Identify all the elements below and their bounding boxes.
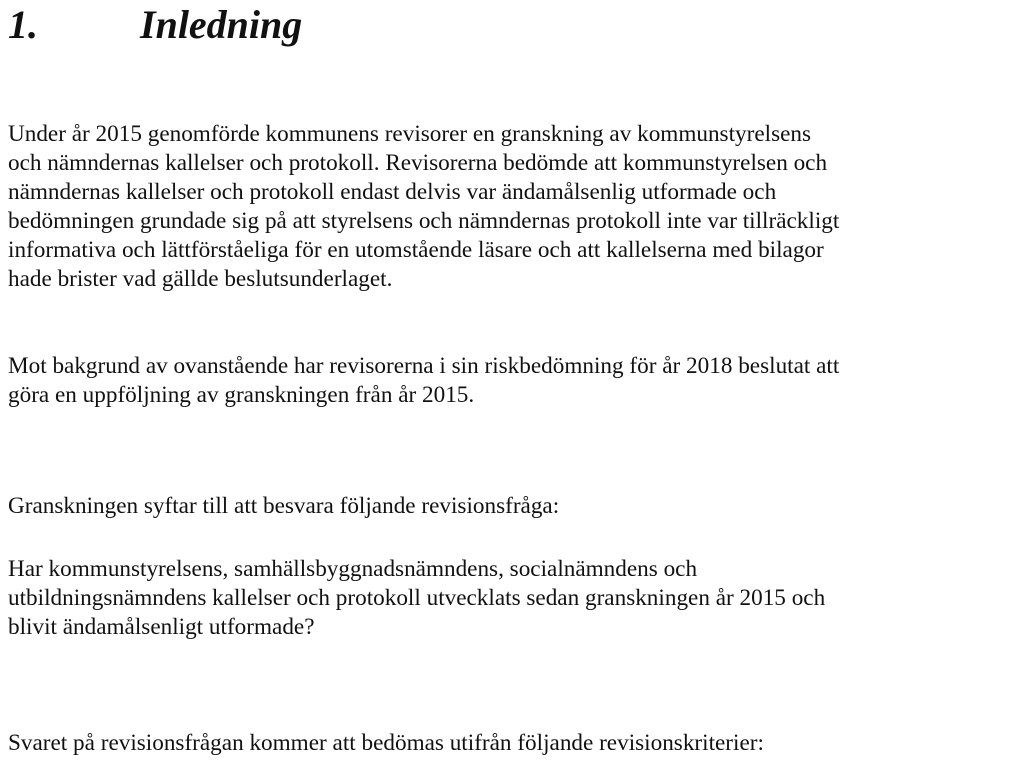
section-number: 1. xyxy=(8,2,38,47)
paragraph-line: Mot bakgrund av ovanstående har revisorerna i sin riskbedömning för år 2018 beslutat att xyxy=(8,353,840,379)
paragraph-line: Granskningen syftar till att besvara följande revisionsfråga: xyxy=(8,493,560,519)
paragraph-purpose xyxy=(8,492,1024,521)
paragraph-follow-up xyxy=(8,352,1024,410)
paragraph-line: hade brister vad gällde beslutsunderlaget. xyxy=(8,266,393,292)
paragraph-line: informativa och lättförståeliga för en utomstående läsare och att kallelserna med bilagor xyxy=(8,237,824,263)
section-title: Inledning xyxy=(140,2,303,47)
paragraph-line: nämndernas kallelser och protokoll endast delvis var ändamålsenlig utformade och xyxy=(8,179,777,205)
paragraph-criteria-intro xyxy=(8,729,1024,758)
paragraph-line: Svaret på revisionsfrågan kommer att bedömas utifrån följande revisionskriterier: xyxy=(8,730,764,756)
paragraph-line: Har kommunstyrelsens, samhällsbyggnadsnämndens, socialnämndens och xyxy=(8,556,698,582)
paragraph-background xyxy=(8,120,1024,294)
paragraph-line: blivit ändamålsenligt utformade? xyxy=(8,614,315,640)
paragraph-line: och nämndernas kallelser och protokoll. Revisorerna bedömde att kommunstyrelsen och xyxy=(8,150,828,176)
paragraph-line: göra en uppföljning av granskningen från år 2015. xyxy=(8,382,475,408)
paragraph-line: utbildningsnämndens kallelser och protokoll utvecklats sedan granskningen år 2015 och xyxy=(8,585,826,611)
section-heading xyxy=(8,2,302,48)
paragraph-line: bedömningen grundade sig på att styrelsens och nämndernas protokoll inte var tillräckligt xyxy=(8,208,840,234)
paragraph-audit-question xyxy=(8,555,1024,642)
paragraph-line: Under år 2015 genomförde kommunens revisorer en granskning av kommunstyrelsens xyxy=(8,121,812,147)
